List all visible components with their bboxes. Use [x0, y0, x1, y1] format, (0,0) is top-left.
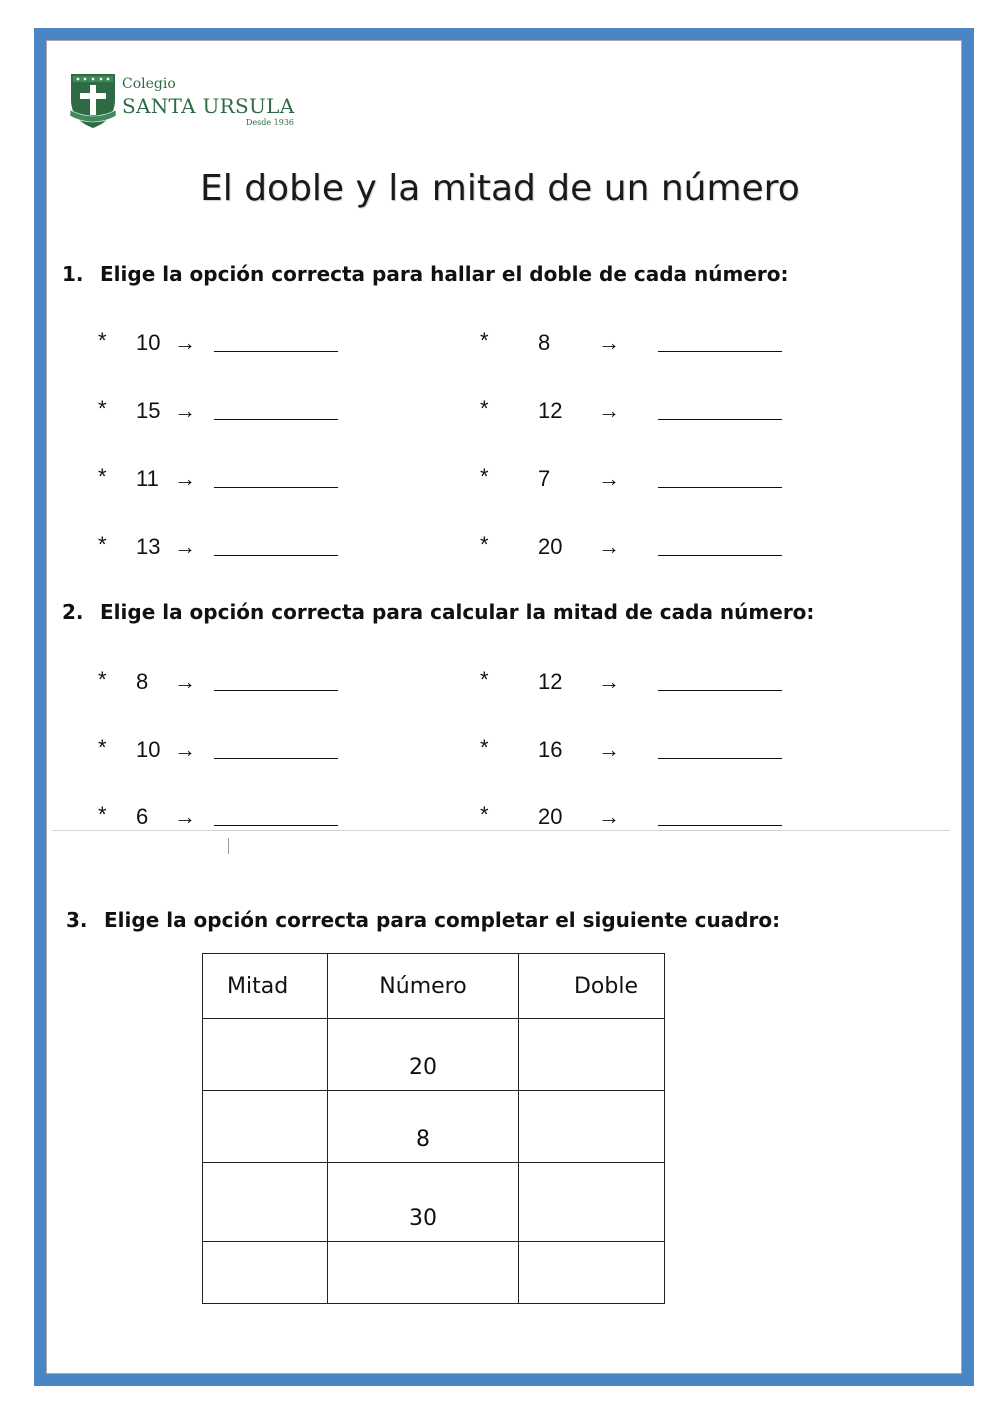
- answer-blank[interactable]: [214, 419, 338, 420]
- arrow-icon: →: [174, 534, 196, 559]
- arrow-icon: →: [598, 737, 620, 762]
- arrow-icon: →: [598, 466, 620, 491]
- logo-school-name: SANTA URSULA: [122, 94, 295, 118]
- arrow-icon: →: [598, 330, 620, 355]
- question-1-number: 1.: [62, 262, 84, 286]
- arrow-icon: →: [174, 669, 196, 694]
- answer-blank[interactable]: [214, 487, 338, 488]
- school-logo: [68, 70, 308, 132]
- answer-blank[interactable]: [658, 351, 782, 352]
- question-1-text: Elige la opción correcta para hallar el doble de cada número:: [100, 262, 789, 286]
- numero-cell: 30: [328, 1163, 519, 1242]
- question-3-heading: [66, 908, 780, 932]
- bullet-asterisk: *: [98, 667, 107, 692]
- item-number: 13: [136, 534, 161, 559]
- item-number: 8: [538, 330, 551, 355]
- question-2-number: 2.: [62, 600, 84, 624]
- mitad-cell[interactable]: [203, 1242, 328, 1304]
- arrow-icon: →: [174, 398, 196, 423]
- bullet-asterisk: *: [480, 532, 489, 557]
- table-row: [203, 1242, 665, 1304]
- halves-doubles-table: [202, 953, 665, 1304]
- mitad-cell[interactable]: [203, 1019, 328, 1091]
- numero-cell: 20: [328, 1019, 519, 1091]
- header-mitad: Mitad: [203, 954, 328, 1019]
- question-3-number: 3.: [66, 908, 88, 932]
- bullet-asterisk: *: [480, 328, 489, 353]
- item-number: 12: [538, 398, 563, 423]
- text-cursor-mark: [228, 838, 229, 854]
- item-number: 8: [136, 669, 149, 694]
- school-crest-icon: [68, 70, 118, 130]
- question-3-text: Elige la opción correcta para completar el siguiente cuadro:: [104, 908, 781, 932]
- answer-blank[interactable]: [658, 419, 782, 420]
- bullet-asterisk: *: [98, 802, 107, 827]
- logo-since-text: Desde 1936: [246, 118, 295, 127]
- bullet-asterisk: *: [480, 464, 489, 489]
- item-number: 10: [136, 330, 161, 355]
- item-number: 20: [538, 804, 563, 829]
- question-2-text: Elige la opción correcta para calcular la mitad de cada número:: [100, 600, 815, 624]
- page-title: El doble y la mitad de un número: [200, 168, 800, 209]
- arrow-icon: →: [174, 737, 196, 762]
- table-row: [203, 1163, 665, 1242]
- item-number: 12: [538, 669, 563, 694]
- header-doble: Doble: [519, 954, 665, 1019]
- answer-blank[interactable]: [214, 555, 338, 556]
- bullet-asterisk: *: [480, 667, 489, 692]
- bullet-asterisk: *: [98, 532, 107, 557]
- mitad-cell[interactable]: [203, 1163, 328, 1242]
- item-number: 20: [538, 534, 563, 559]
- question-2-heading: [62, 600, 814, 624]
- item-number: 7: [538, 466, 551, 491]
- answer-blank[interactable]: [658, 487, 782, 488]
- bullet-asterisk: *: [480, 735, 489, 760]
- arrow-icon: →: [174, 804, 196, 829]
- doble-cell[interactable]: [519, 1019, 665, 1091]
- answer-blank[interactable]: [658, 690, 782, 691]
- bullet-asterisk: *: [98, 396, 107, 421]
- answer-blank[interactable]: [214, 351, 338, 352]
- header-numero: Número: [328, 954, 519, 1019]
- numero-cell[interactable]: [328, 1242, 519, 1304]
- answer-blank[interactable]: [658, 555, 782, 556]
- mitad-cell[interactable]: [203, 1091, 328, 1163]
- arrow-icon: →: [598, 804, 620, 829]
- item-number: 16: [538, 737, 563, 762]
- doble-cell[interactable]: [519, 1242, 665, 1304]
- arrow-icon: →: [598, 398, 620, 423]
- arrow-icon: →: [598, 534, 620, 559]
- numero-cell: 8: [328, 1091, 519, 1163]
- bullet-asterisk: *: [480, 396, 489, 421]
- answer-blank[interactable]: [214, 690, 338, 691]
- section-divider: [52, 830, 950, 831]
- table-row: [203, 1091, 665, 1163]
- answer-blank[interactable]: [658, 758, 782, 759]
- item-number: 11: [136, 466, 159, 491]
- table-row: [203, 1019, 665, 1091]
- arrow-icon: →: [174, 330, 196, 355]
- answer-blank[interactable]: [214, 825, 338, 826]
- arrow-icon: →: [174, 466, 196, 491]
- arrow-icon: →: [598, 669, 620, 694]
- doble-cell[interactable]: [519, 1163, 665, 1242]
- item-number: 10: [136, 737, 161, 762]
- doble-cell[interactable]: [519, 1091, 665, 1163]
- table-header-row: [203, 954, 665, 1019]
- bullet-asterisk: *: [98, 328, 107, 353]
- bullet-asterisk: *: [480, 802, 489, 827]
- item-number: 6: [136, 804, 149, 829]
- bullet-asterisk: *: [98, 464, 107, 489]
- bullet-asterisk: *: [98, 735, 107, 760]
- logo-colegio-text: Colegio: [122, 76, 176, 92]
- question-1-heading: [62, 262, 789, 286]
- answer-blank[interactable]: [214, 758, 338, 759]
- item-number: 15: [136, 398, 161, 423]
- answer-blank[interactable]: [658, 825, 782, 826]
